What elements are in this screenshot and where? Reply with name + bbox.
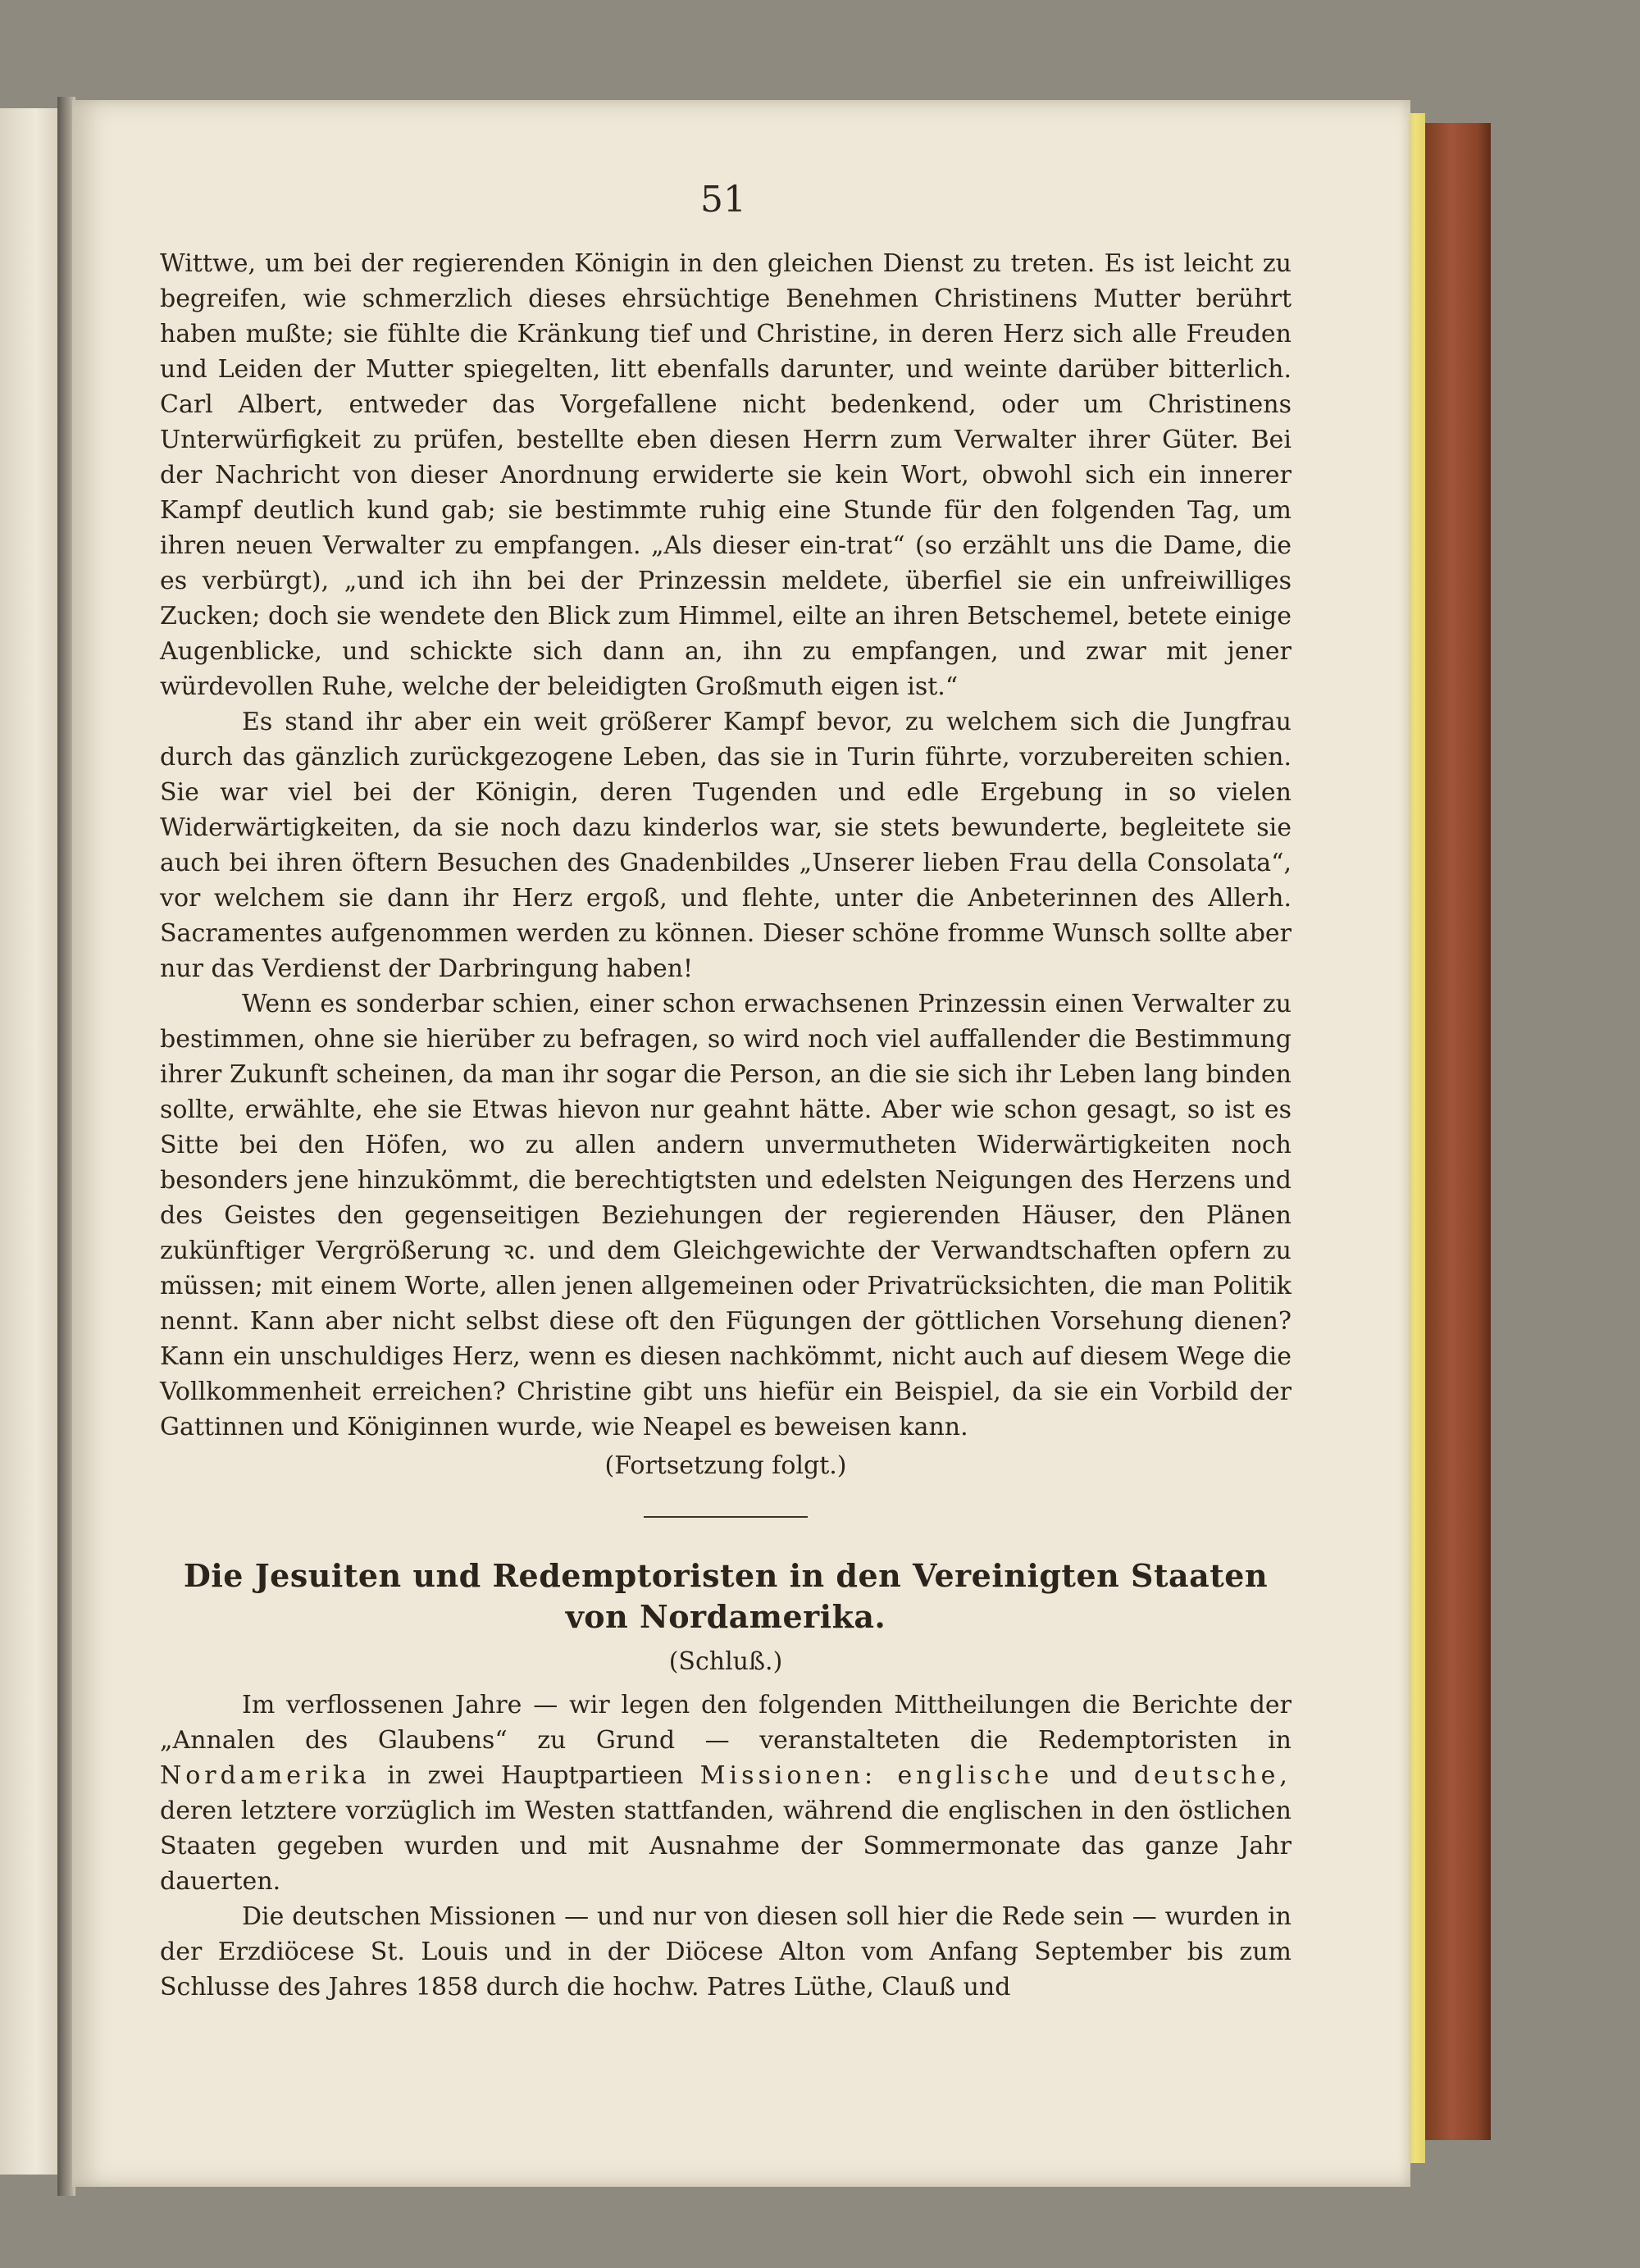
spaced-word: Nordamerika — [160, 1761, 371, 1790]
page-edges — [1409, 113, 1425, 2163]
article-title-line1: Die Jesuiten und Redemptoristen in den Vereinigten Staaten — [183, 1557, 1269, 1594]
continued-note: (Fortsetzung folgt.) — [604, 1451, 847, 1480]
spaced-word: Missionen: englische — [699, 1761, 1054, 1790]
page-number: 51 — [700, 179, 746, 221]
paragraph — [160, 1687, 1292, 1899]
page-text — [160, 246, 1292, 2005]
paragraph: Es stand ihr aber ein weit größerer Kampf bevor, zu welchem sich die Jungfrau durch das gänzlich zurückgezogene Leben, das sie in Turin führte, vorzubereiten schien. Sie war viel bei der Königin, deren Tugenden und edle Ergebung in so vielen Widerwärtigkeiten, da sie noch dazu kinderlos war, sie stets bewunderte, begleitete sie auch bei ihren öftern Besuchen des Gnadenbildes „Unserer lieben Frau della Consolata“, vor welchem sie dann ihr Herz ergoß, und flehte, unter die Anbeterinnen des Allerh. Sacramentes aufgenommen werden zu können. Dieser schöne fromme Wunsch sollte aber nur das Verdienst der Darbringung haben! — [160, 708, 1292, 983]
paragraph: Wenn es sonderbar schien, einer schon erwachsenen Prinzessin einen Verwalter zu bestimmen, ohne sie hierüber zu befragen, so wird noch viel auffallender die Bestimmung ihrer Zukunft scheinen, da man ihr sogar die Person, an die sie sich ihr Leben lang binden sollte, erwählte, ehe sie Etwas hievon nur geahnt hätte. Aber wie schon gesagt, so ist es Sitte bei den Höfen, wo zu allen andern unvermutheten Widerwärtigkeiten noch besonders jene hinzukömmt, die berechtigtsten und edelsten Neigungen des Herzens und des Geistes den gegenseitigen Beziehungen der regierenden Häuser, den Plänen zukünftiger Vergrößerung ꝛc. und dem Gleichgewichte der Verwandtschaften opfern zu müssen; mit einem Worte, allen jenen allgemeinen oder Privatrücksichten, die man Politik nennt. Kann aber nicht selbst diese oft den Fügungen der göttlichen Vorsehung dienen? Kann ein unschuldiges Herz, wenn es diesen nachkömmt, nicht auch auf diesem Wege die Vollkommenheit erreichen? Christine gibt uns hiefür ein Beispiel, da sie ein Vorbild der Gattinnen und Königinnen wurde, wie Neapel es beweisen kann. — [160, 990, 1292, 1441]
paragraph: Die deutschen Missionen — und nur von diesen soll hier die Rede sein — wurden in der Erzdiöcese St. Louis und in der Diöcese Alton vom Anfang September bis zum Schlusse des Jahres 1858 durch die hochw. Patres Lüthe, Clauß und — [160, 1902, 1292, 2002]
left-page-edge — [0, 108, 59, 2175]
paragraph-text: Im verflossenen Jahre — wir legen den folgenden Mittheilungen die Berichte der „Annalen des Glaubens“ zu Grund — veranstalteten die Redemptoristen in — [160, 1691, 1292, 1755]
article-title — [160, 1555, 1292, 1637]
spaced-word: deutsche, — [1133, 1761, 1292, 1790]
paragraph: Wittwe, um bei der regierenden Königin in den gleichen Dienst zu treten. Es ist leicht zu begreifen, wie schmerzlich dieses ehrsüchtige Benehmen Christinens Mutter berührt haben mußte; sie fühlte die Kränkung tief und Christine, in deren Herz sich alle Freuden und Leiden der Mutter spiegelten, litt ebenfalls darunter, und weinte darüber bitterlich. Carl Albert, entweder das Vorgefallene nicht bedenkend, oder um Christinens Unterwürfigkeit zu prüfen, bestellte eben diesen Herrn zum Verwalter ihrer Güter. Bei der Nachricht von dieser Anordnung erwiderte sie kein Wort, obwohl sich ein innerer Kampf deutlich kund gab; sie bestimmte ruhig eine Stunde für den folgenden Tag, um ihren neuen Verwalter zu empfangen. „Als dieser ein-trat“ (so erzählt uns die Dame, die es verbürgt), „und ich ihn bei der Prinzessin meldete, überfiel sie ein unfreiwilliges Zucken; doch sie wendete den Blick zum Himmel, eilte an ihren Betschemel, betete einige Augenblicke, und schickte sich dann an, ihn zu empfangen, und zwar mit jener würdevollen Ruhe, welche der beleidigten Großmuth eigen ist.“ — [160, 249, 1292, 701]
section-divider — [644, 1516, 808, 1518]
book-cover — [1425, 123, 1491, 2140]
paragraph-text: deren letztere vorzüglich im Westen stattfanden, während die englischen in den östlichen Staaten gegeben wurden und mit Ausnahme der Sommermonate das ganze Jahr dauerten. — [160, 1797, 1292, 1896]
paragraph-text: und — [1069, 1761, 1118, 1790]
article-subtitle: (Schluß.) — [668, 1647, 783, 1676]
paragraph-text: in zwei Hauptpartieen — [387, 1761, 684, 1790]
article-title-line2: von Nordamerika. — [565, 1598, 886, 1635]
